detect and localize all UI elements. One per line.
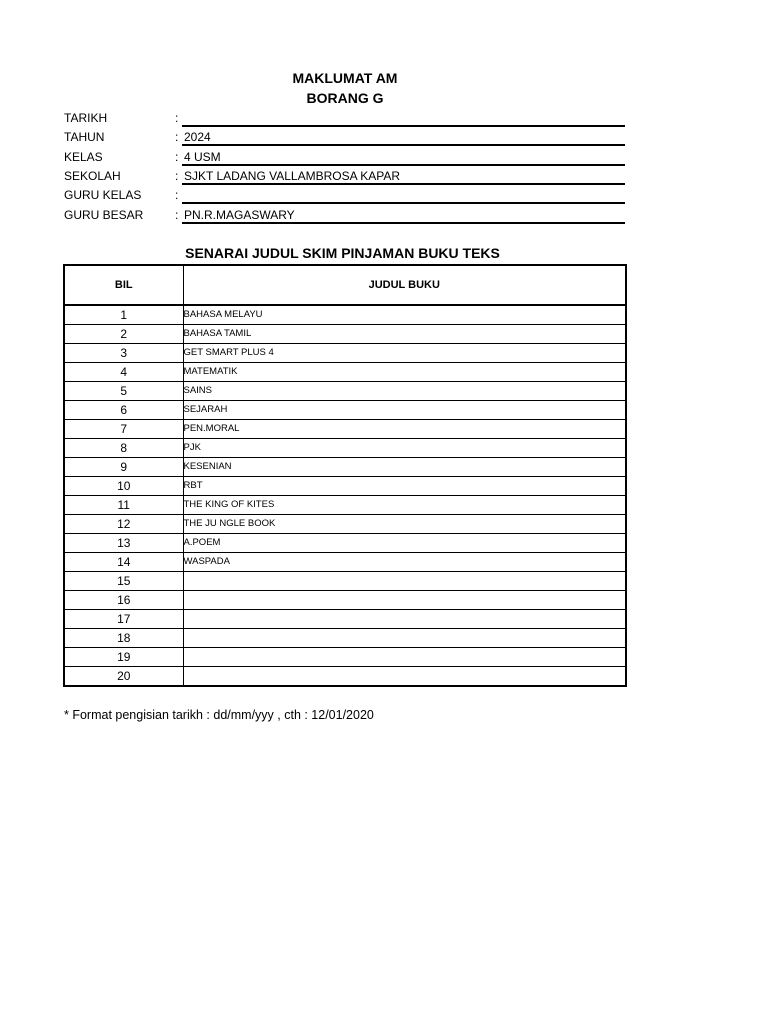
info-colon: : <box>175 188 179 202</box>
book-title-cell[interactable]: PEN.MORAL <box>183 420 626 439</box>
column-header-judul-buku: JUDUL BUKU <box>183 265 626 305</box>
book-title-cell[interactable] <box>183 591 626 610</box>
book-title-cell[interactable]: WASPADA <box>183 553 626 572</box>
book-title-cell[interactable]: A.POEM <box>183 534 626 553</box>
info-label: KELAS <box>64 150 103 164</box>
table-row <box>64 591 626 610</box>
bil-cell: 17 <box>64 610 183 629</box>
book-title-cell[interactable]: SEJARAH <box>183 401 626 420</box>
info-label: TARIKH <box>64 111 108 125</box>
bil-cell: 5 <box>64 382 183 401</box>
book-title-cell[interactable]: MATEMATIK <box>183 363 626 382</box>
table-row <box>64 648 626 667</box>
table-row <box>64 477 626 496</box>
info-value-guru-kelas[interactable] <box>182 186 625 204</box>
info-row-guru-besar <box>64 206 625 225</box>
book-title-cell[interactable] <box>183 629 626 648</box>
table-row <box>64 363 626 382</box>
book-title-cell[interactable]: SAINS <box>183 382 626 401</box>
table-row <box>64 458 626 477</box>
column-header-bil: BIL <box>64 265 183 305</box>
table-row <box>64 667 626 687</box>
info-value-kelas[interactable]: 4 USM <box>182 148 625 166</box>
info-row-tahun <box>64 128 625 147</box>
bil-cell: 19 <box>64 648 183 667</box>
book-title-cell[interactable]: RBT <box>183 477 626 496</box>
bil-cell: 11 <box>64 496 183 515</box>
info-colon: : <box>175 130 179 144</box>
info-row-guru-kelas <box>64 186 625 205</box>
bil-cell: 1 <box>64 305 183 325</box>
table-header-row <box>64 265 626 305</box>
bil-cell: 7 <box>64 420 183 439</box>
bil-cell: 13 <box>64 534 183 553</box>
info-label: GURU BESAR <box>64 208 144 222</box>
bil-cell: 20 <box>64 667 183 687</box>
book-title-cell[interactable] <box>183 667 626 687</box>
info-label: SEKOLAH <box>64 169 121 183</box>
table-row <box>64 420 626 439</box>
book-list-table <box>63 264 627 687</box>
table-row <box>64 515 626 534</box>
table-row <box>64 553 626 572</box>
book-title-cell[interactable]: THE JU NGLE BOOK <box>183 515 626 534</box>
table-row <box>64 344 626 363</box>
info-value-tarikh[interactable] <box>182 109 625 127</box>
bil-cell: 18 <box>64 629 183 648</box>
info-colon: : <box>175 208 179 222</box>
book-title-cell[interactable]: BAHASA TAMIL <box>183 325 626 344</box>
info-value-sekolah[interactable]: SJKT LADANG VALLAMBROSA KAPAR <box>182 167 625 185</box>
date-format-note: * Format pengisian tarikh : dd/mm/yyy , cth : 12/01/2020 <box>64 708 374 722</box>
info-colon: : <box>175 169 179 183</box>
book-title-cell[interactable]: BAHASA MELAYU <box>183 305 626 325</box>
bil-cell: 15 <box>64 572 183 591</box>
bil-cell: 4 <box>64 363 183 382</box>
info-colon: : <box>175 150 179 164</box>
info-value-guru-besar[interactable]: PN.R.MAGASWARY <box>182 206 625 224</box>
form-heading-sub: BORANG G <box>306 90 384 106</box>
info-label: TAHUN <box>64 130 105 144</box>
bil-cell: 10 <box>64 477 183 496</box>
book-title-cell[interactable]: KESENIAN <box>183 458 626 477</box>
bil-cell: 3 <box>64 344 183 363</box>
bil-cell: 9 <box>64 458 183 477</box>
bil-cell: 8 <box>64 439 183 458</box>
info-row-sekolah <box>64 167 625 186</box>
book-title-cell[interactable]: GET SMART PLUS 4 <box>183 344 626 363</box>
table-row <box>64 401 626 420</box>
table-row <box>64 610 626 629</box>
bil-cell: 14 <box>64 553 183 572</box>
table-row <box>64 629 626 648</box>
table-row <box>64 325 626 344</box>
book-title-cell[interactable] <box>183 572 626 591</box>
info-colon: : <box>175 111 179 125</box>
table-row <box>64 439 626 458</box>
table-row <box>64 382 626 401</box>
book-rows <box>64 305 626 686</box>
info-value-tahun[interactable]: 2024 <box>182 128 625 146</box>
book-list-title: SENARAI JUDUL SKIM PINJAMAN BUKU TEKS <box>185 245 500 261</box>
bil-cell: 16 <box>64 591 183 610</box>
book-title-cell[interactable] <box>183 648 626 667</box>
info-label: GURU KELAS <box>64 188 142 202</box>
book-title-cell[interactable]: THE KING OF KITES <box>183 496 626 515</box>
info-row-tarikh <box>64 109 625 128</box>
info-row-kelas <box>64 148 625 167</box>
book-title-cell[interactable]: PJK <box>183 439 626 458</box>
table-row <box>64 572 626 591</box>
table-row <box>64 534 626 553</box>
table-row <box>64 305 626 325</box>
bil-cell: 2 <box>64 325 183 344</box>
bil-cell: 6 <box>64 401 183 420</box>
bil-cell: 12 <box>64 515 183 534</box>
book-title-cell[interactable] <box>183 610 626 629</box>
table-row <box>64 496 626 515</box>
form-heading-main: MAKLUMAT AM <box>292 70 398 86</box>
